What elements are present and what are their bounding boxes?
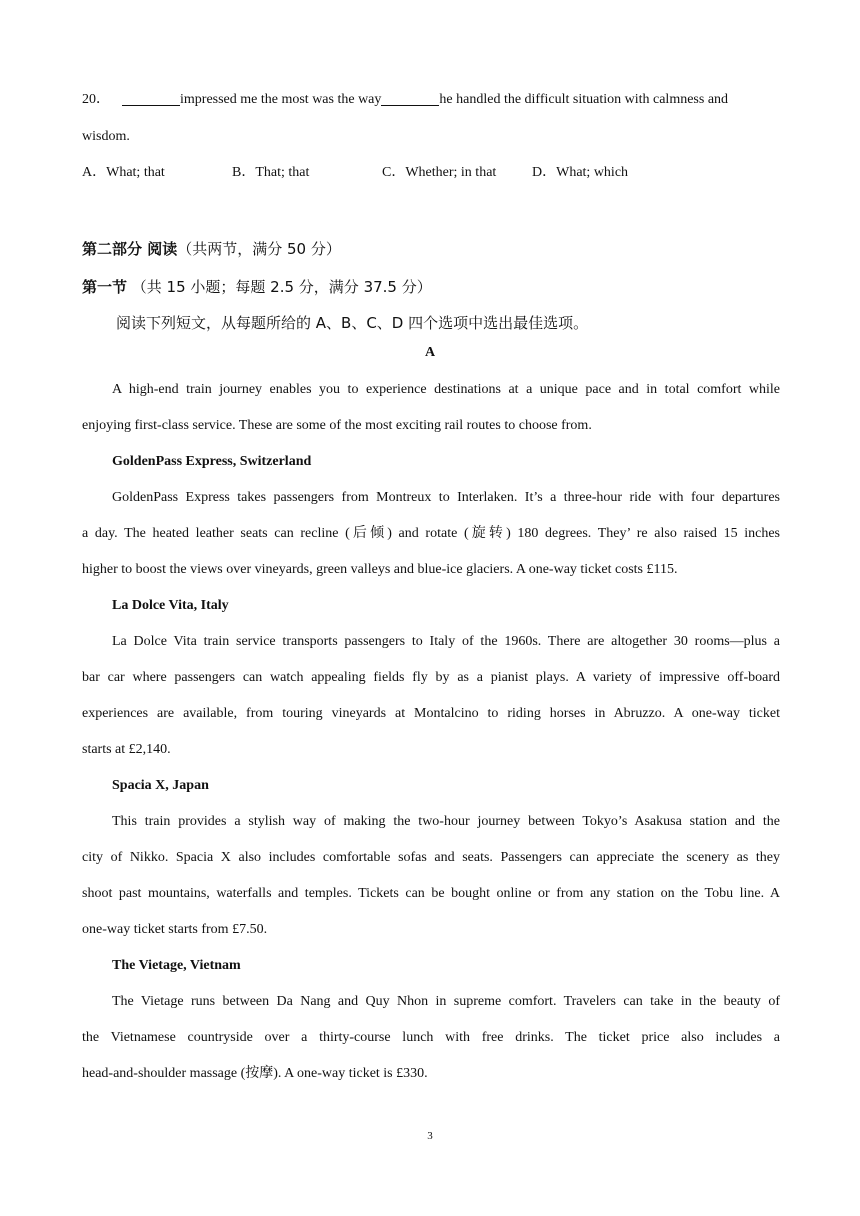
route-vietage-line-1: The Vietage runs between Da Nang and Quy Nhon in supreme comfort. Travelers can take in the beauty of	[112, 994, 780, 1009]
route-spacia-x-line-1: This train provides a stylish way of making the two-hour journey between Tokyo’s Asakusa station and the	[112, 814, 780, 829]
page-number: 3	[427, 1130, 433, 1142]
route-dolce-vita-line-4: starts at £2,140.	[82, 742, 171, 757]
route-goldenpass-line-3: higher to boost the views over vineyards, green valleys and blue-ice glaciers. A one-way ticket costs £115.	[82, 562, 678, 577]
passage-label: A	[424, 345, 436, 360]
part2-heading	[82, 240, 780, 258]
route-vietage-line-3: head-and-shoulder massage (按摩). A one-way ticket is £330.	[82, 1066, 428, 1081]
question-20-line-2: wisdom.	[82, 129, 130, 144]
option-d: D．What; which	[532, 165, 629, 180]
route-goldenpass-line-2: a day. The heated leather seats can recline (后倾) and rotate (旋转) 180 degrees. They’ re also raised 15 inches	[82, 526, 780, 541]
route-dolce-vita-line-3: experiences are available, from touring vineyards at Montalcino to riding horses in Abruzzo. A one-way ticket	[82, 706, 780, 721]
question-20-line-1	[82, 91, 780, 109]
question-text-b: he handled the difficult situation with calmness and	[439, 92, 729, 107]
part2-heading-bold: 第二部分 阅读	[82, 240, 178, 258]
route-title-vietage: The Vietage, Vietnam	[112, 958, 241, 973]
part2-heading-rest: （共两节，满分 50 分）	[177, 240, 341, 258]
route-spacia-x-line-4: one-way ticket starts from £7.50.	[82, 922, 268, 937]
instruction: 阅读下列短文，从每题所给的 A、B、C、D 四个选项中选出最佳选项。	[116, 314, 589, 332]
section1-heading	[82, 278, 780, 296]
route-goldenpass-line-1: GoldenPass Express takes passengers from Montreux to Interlaken. It’s a three-hour ride with four departures	[112, 490, 780, 505]
option-c: C．Whether; in that	[382, 165, 497, 180]
question-text-a: impressed me the most was the way	[180, 92, 382, 107]
route-title-goldenpass: GoldenPass Express, Switzerland	[112, 454, 312, 469]
route-title-dolce-vita: La Dolce Vita, Italy	[112, 598, 229, 613]
route-dolce-vita-line-2: bar car where passengers can watch appealing fields fly by as a pianist plays. A variety of impressive off-board	[82, 670, 780, 685]
intro-line-2: enjoying first-class service. These are some of the most exciting rail routes to choose from.	[82, 418, 592, 433]
section1-heading-rest: （共 15 小题；每题 2.5 分，满分 37.5 分）	[127, 278, 432, 296]
question-number: 20．	[82, 92, 110, 107]
answer-blank-1	[122, 91, 180, 106]
route-spacia-x-line-2: city of Nikko. Spacia X also includes comfortable sofas and seats. Passengers can appreciate the scenery as they	[82, 850, 780, 865]
section1-heading-bold: 第一节	[82, 278, 128, 296]
route-spacia-x-line-3: shoot past mountains, waterfalls and temples. Tickets can be bought online or from any station on the Tobu line. A	[82, 886, 780, 901]
route-title-spacia-x: Spacia X, Japan	[112, 778, 209, 793]
option-a: A．What; that	[82, 165, 165, 180]
route-dolce-vita-line-1: La Dolce Vita train service transports passengers to Italy of the 1960s. There are altogether 30 rooms—plus a	[112, 634, 780, 649]
route-vietage-line-2: the Vietnamese countryside over a thirty-course lunch with free drinks. The ticket price also includes a	[82, 1030, 780, 1045]
intro-line-1: A high-end train journey enables you to experience destinations at a unique pace and in total comfort while	[112, 382, 780, 397]
option-b: B．That; that	[232, 165, 310, 180]
answer-blank-2	[381, 91, 439, 106]
